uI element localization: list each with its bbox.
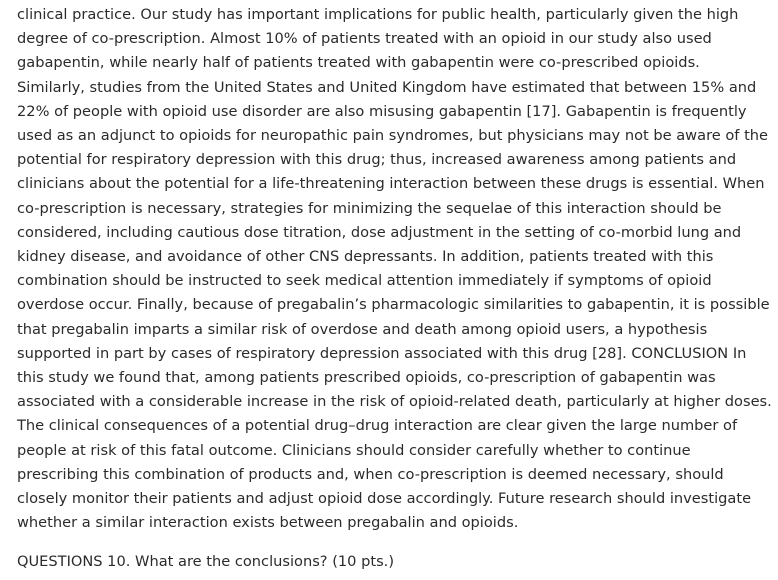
text-line: degree of co-prescription. Almost 10% of patients treated with an opioid in our study also used <box>17 30 712 48</box>
text-line: people at risk of this fatal outcome. Clinicians should consider carefully whether to continue <box>17 441 691 459</box>
text-line: overdose occur. Finally, because of pregabalin’s pharmacologic similarities to gabapentin, it is possible <box>17 296 770 314</box>
text-line: used as an adjunct to opioids for neuropathic pain syndromes, but physicians may not be aware of the <box>17 127 769 145</box>
text-line: kidney disease, and avoidance of other CNS depressants. In addition, patients treated with this <box>17 248 714 266</box>
document <box>17 3 773 574</box>
text-line: whether a similar interaction exists between pregabalin and opioids. <box>17 514 519 532</box>
text-line: combination should be instructed to seek medical attention immediately if symptoms of opioid <box>17 272 712 290</box>
text-line: supported in part by cases of respiratory depression associated with this drug [28]. CONCLUSION In <box>17 344 747 362</box>
text-line: gabapentin, while nearly half of patients treated with gabapentin were co-prescribed opioids. <box>17 54 700 72</box>
text-line: Similarly, studies from the United States and United Kingdom have estimated that between 15% and <box>17 78 757 96</box>
text-line: The clinical consequences of a potential drug–drug interaction are clear given the large number of <box>17 417 738 435</box>
text-line: clinical practice. Our study has important implications for public health, particularly given the high <box>17 6 739 23</box>
text-line: considered, including cautious dose titration, dose adjustment in the setting of co-morbid lung and <box>17 223 742 241</box>
text-line: that pregabalin imparts a similar risk of overdose and death among opioid users, a hypothesis <box>17 320 708 338</box>
text-line: clinicians about the potential for a life-threatening interaction between these drugs is essential. When <box>17 175 765 193</box>
text-line: prescribing this combination of products and, when co-prescription is deemed necessary, should <box>17 465 724 483</box>
text-line: associated with a considerable increase in the risk of opioid-related death, particularly at higher doses. <box>17 393 772 411</box>
text-line: co-prescription is necessary, strategies for minimizing the sequelae of this interaction should be <box>17 199 722 217</box>
text-line: 22% of people with opioid use disorder are also misusing gabapentin [17]. Gabapentin is frequently <box>17 102 747 120</box>
text-line: this study we found that, among patients prescribed opioids, co-prescription of gabapentin was <box>17 369 716 387</box>
body-paragraph <box>17 3 773 535</box>
question-text: QUESTIONS 10. What are the conclusions? (10 pts.) <box>17 553 395 571</box>
text-line: potential for respiratory depression with this drug; thus, increased awareness among patients and <box>17 151 737 169</box>
text-line: closely monitor their patients and adjust opioid dose accordingly. Future research should investigate <box>17 490 752 508</box>
